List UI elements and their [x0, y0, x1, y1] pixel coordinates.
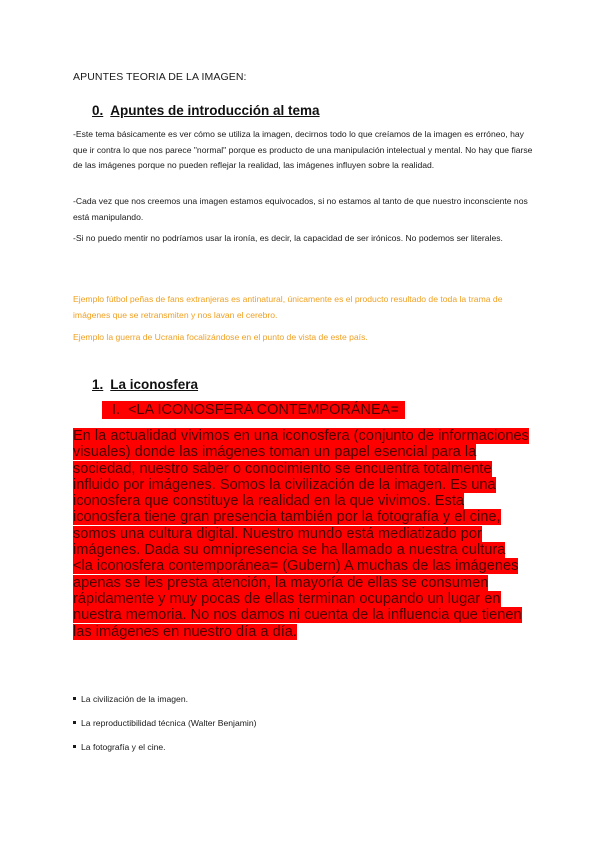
list-item: [73, 716, 256, 740]
intro-paragraph: -Cada vez que nos creemos una imagen estamos equivocados, si no estamos al tanto de que nuestro inconsciente nos está manipulando.: [73, 196, 528, 222]
list-item-text: La reproductibilidad técnica (Walter Benjamin): [81, 718, 257, 728]
subheading-number: I.: [112, 402, 121, 418]
section-heading-iconosfera: [92, 377, 198, 392]
document-title: APUNTES TEORIA DE LA IMAGEN:: [73, 71, 247, 83]
example-paragraph: Ejemplo fútbol peñas de fans extranjeras es antinatural, únicamente es el producto resultado de toda la trama de imágenes que se retransmiten y nos lavan el cerebro.: [73, 294, 503, 320]
highlighted-subheading: [102, 401, 405, 419]
list-item: [73, 692, 256, 716]
section-title: La iconosfera: [110, 377, 199, 392]
subheading-text: <LA ICONOSFERA CONTEMPORÁNEA=: [128, 402, 399, 418]
list-item-text: La civilización de la imagen.: [81, 694, 189, 704]
example-paragraph: Ejemplo la guerra de Ucrania focalizándose en el punto de vista de este país.: [73, 332, 368, 342]
section-number: 0.: [92, 103, 104, 118]
list-item: [73, 740, 256, 764]
section-title: Apuntes de introducción al tema: [110, 103, 320, 118]
bullet-icon: [73, 745, 76, 748]
highlighted-paragraph: [73, 428, 529, 640]
intro-paragraph: -Este tema básicamente es ver cómo se utiliza la imagen, decirnos todo lo que creíamos de la imagen es erróneo, hay que ir contra lo que nos parece "normal" porque es producto de una manipulación intelectual y mental. No hay que fiarse de las imágenes porque no pueden reflejar la realidad, las imágenes influyen sobre la realidad.: [73, 129, 533, 170]
section-number: 1.: [92, 377, 104, 392]
list-item-text: La fotografía y el cine.: [81, 742, 166, 752]
intro-paragraph: -Si no puedo mentir no podríamos usar la ironía, es decir, la capacidad de ser irónicos. No podemos ser literales.: [73, 233, 503, 243]
section-heading-intro: [92, 103, 320, 118]
bullet-icon: [73, 721, 76, 724]
bullet-list: [73, 692, 256, 764]
bullet-icon: [73, 697, 76, 700]
highlighted-paragraph-text: En la actualidad vivimos en una iconosfera (conjunto de informaciones visuales) donde las imágenes toman un papel esencial para la sociedad, nuestro saber o conocimiento se encuentra totalmente influido por imágenes. Somos la civilización de la imagen. Es una iconosfera que constituye la realidad en la que vivimos. Esta iconosfera tiene gran presencia también por la fotografía y el cine, somos una cultura digital. Nuestro mundo está mediatizado por imágenes. Dada su omnipresencia se ha llamado a nuestra cultura <la iconosfera contemporánea= (Gubern) A muchas de las imágenes apenas se les presta atención, la mayoría de ellas se consumen rápidamente y muy pocas de ellas terminan ocupando un lugar en nuestra memoria. No nos damos ni cuenta de la influencia que tienen las imágenes en nuestro día a día.: [73, 428, 529, 640]
